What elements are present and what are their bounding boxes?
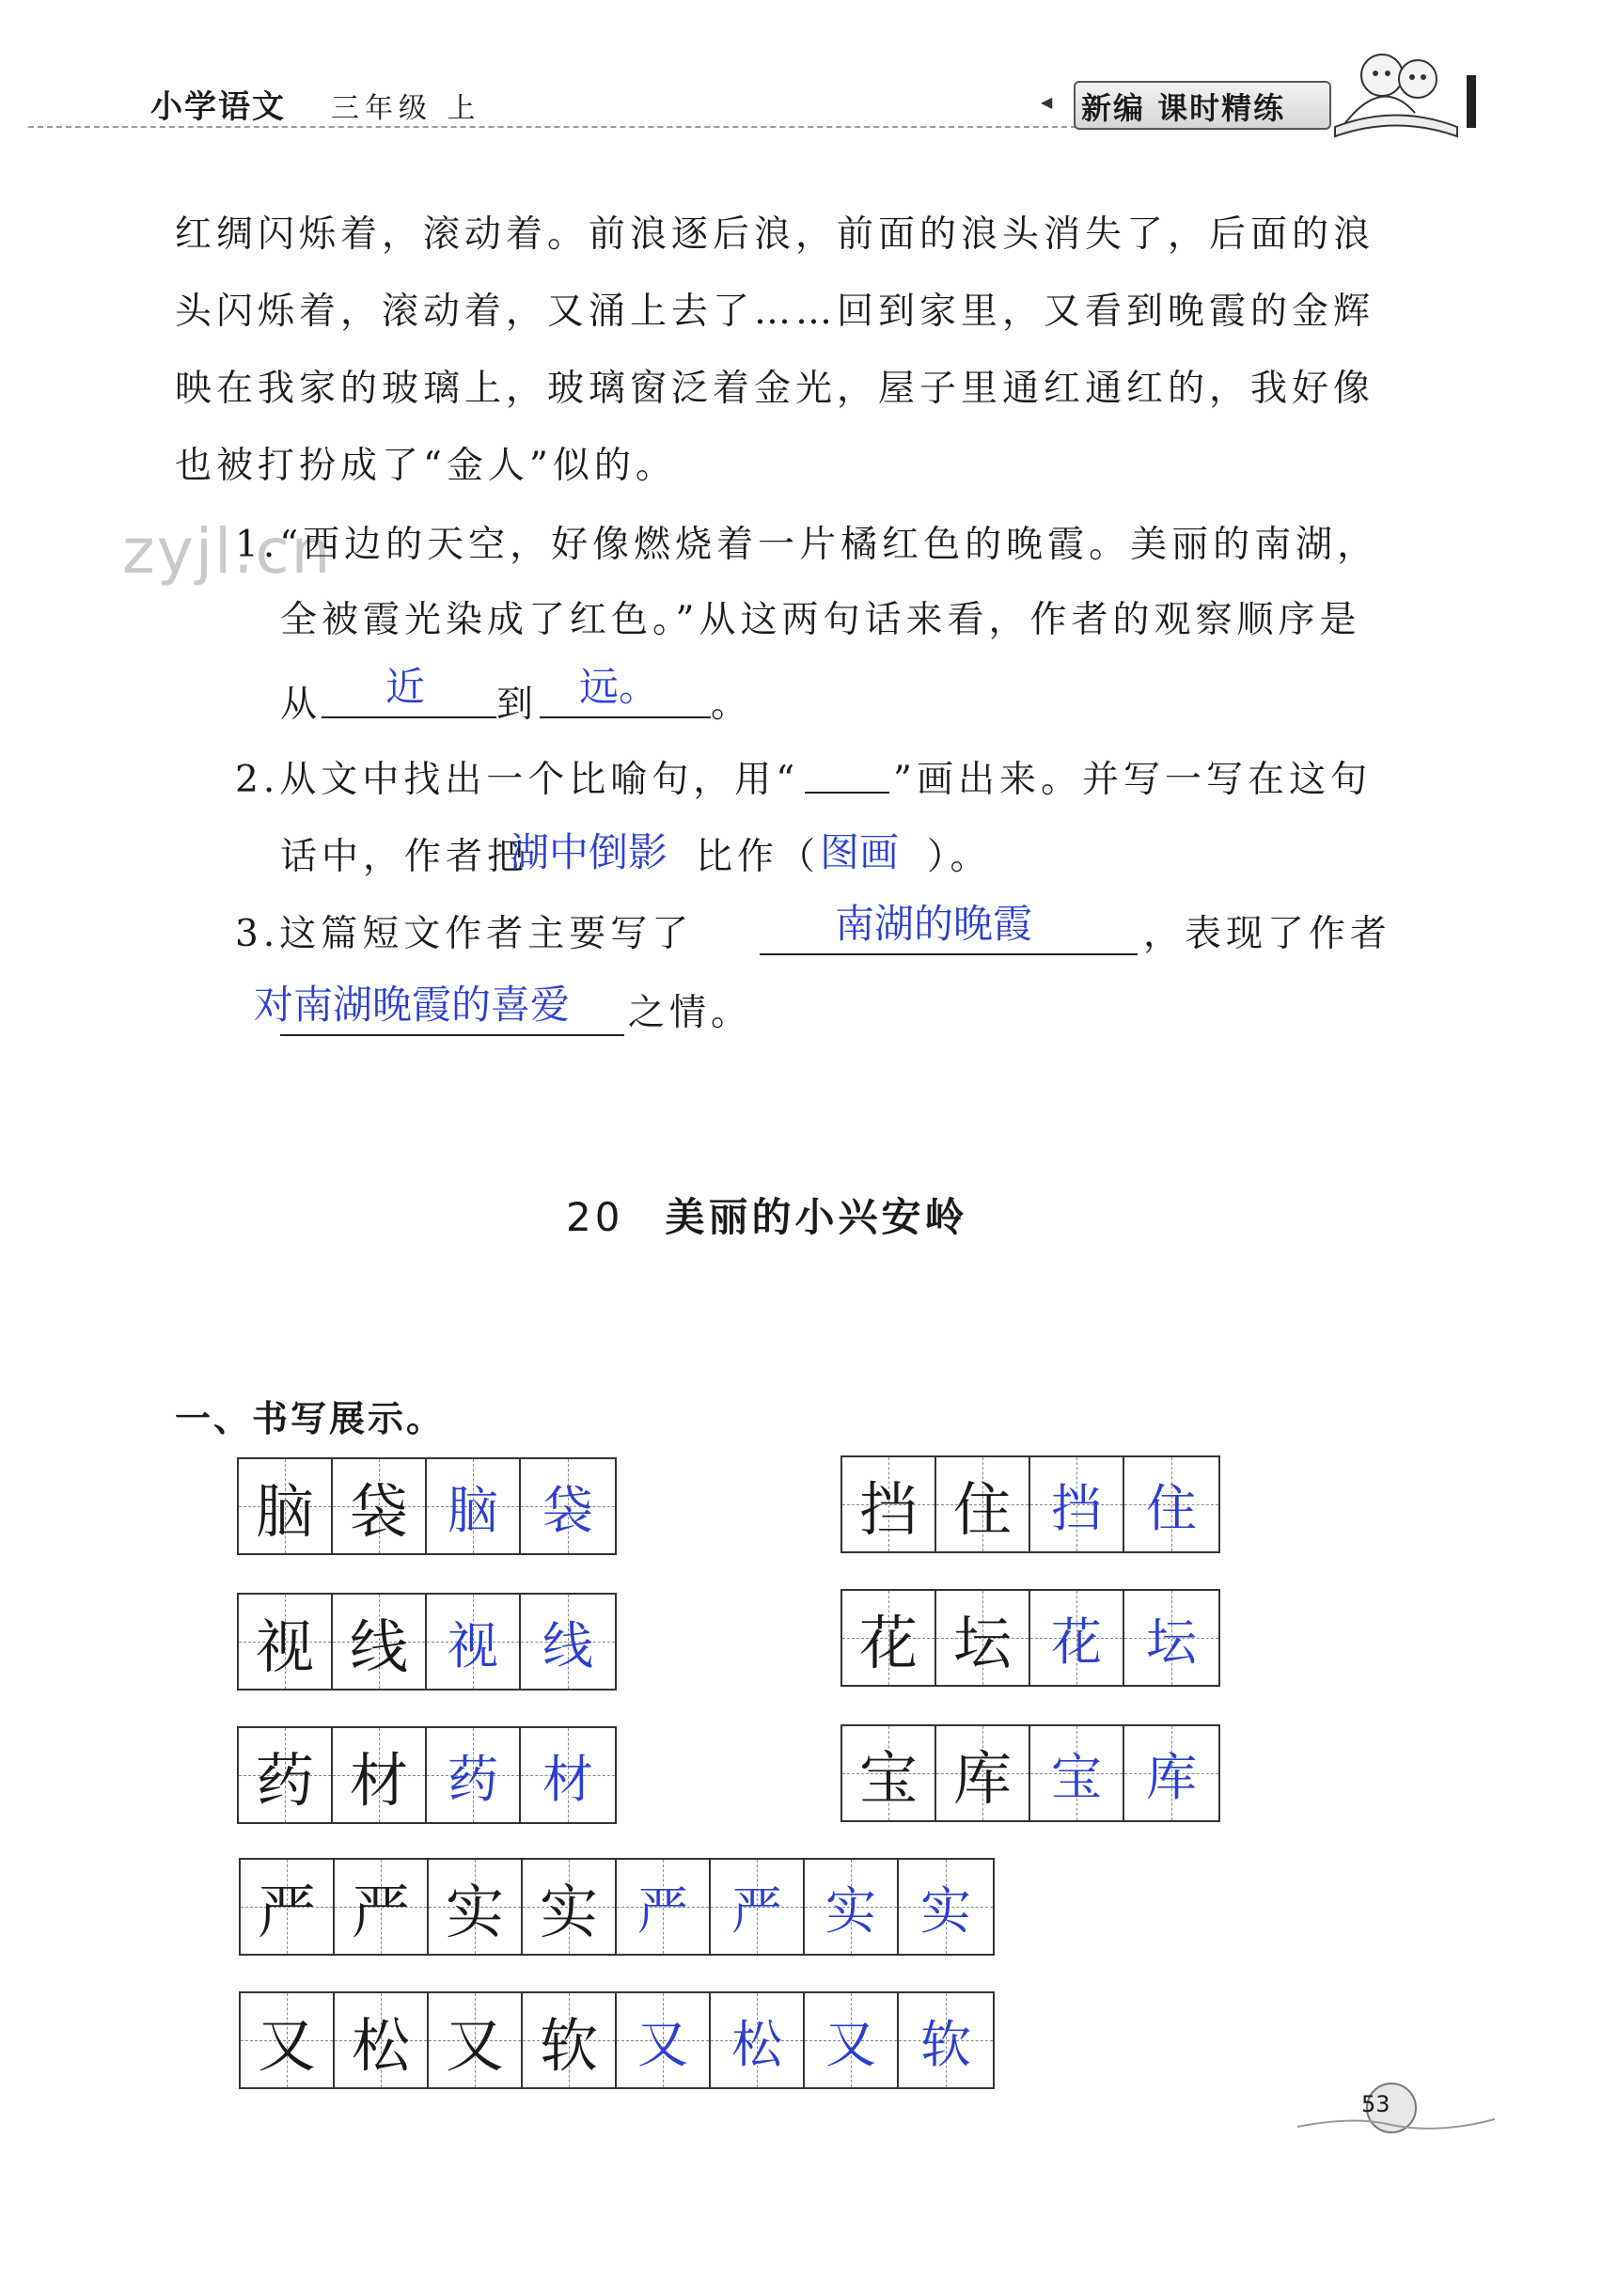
grid-cell: 线 (333, 1595, 427, 1689)
grid-cell: 材 (333, 1728, 427, 1822)
grid-cell-answer[interactable]: 实 (805, 1860, 899, 1954)
grid-cell: 脑 (239, 1459, 333, 1553)
grid-cell: 住 (936, 1457, 1030, 1551)
grid-cell: 松 (335, 1993, 429, 2087)
grid-cell-answer[interactable]: 又 (805, 1993, 899, 2087)
lesson-number: 20 (566, 1194, 624, 1240)
writing-grid-7 (239, 1858, 995, 1956)
q1-line-2: 全被霞光染成了红色。”从这两句话来看，作者的观察顺序是 (280, 599, 1361, 641)
page-footer-ornament-icon (1297, 2078, 1495, 2134)
grid-cell-answer[interactable]: 视 (427, 1595, 521, 1689)
q1-line-1: 1.“西边的天空，好像燃烧着一片橘红色的晚霞。美丽的南湖， (235, 524, 1379, 566)
grid-cell-answer[interactable]: 住 (1124, 1457, 1218, 1551)
grid-cell: 坛 (936, 1591, 1030, 1685)
q1-blank-1[interactable] (322, 716, 496, 718)
grid-cell-answer[interactable]: 实 (899, 1860, 993, 1954)
writing-grid-3 (237, 1593, 617, 1691)
q2-line-2-a: 话中，作者把 (280, 836, 529, 878)
grid-cell-answer[interactable]: 脑 (427, 1459, 521, 1553)
q3-line-1-b: ，表现了作者 (1143, 913, 1392, 955)
grid-cell-answer[interactable]: 宝 (1030, 1726, 1124, 1820)
writing-grid-8 (239, 1991, 995, 2089)
grid-cell: 挡 (842, 1457, 936, 1551)
grid-cell-answer[interactable]: 材 (521, 1728, 615, 1822)
header-subject: 小学语文 (150, 88, 286, 126)
q1-end: 。 (711, 684, 753, 726)
grid-cell: 严 (335, 1860, 429, 1954)
header-arrow-icon: ◀ (1041, 93, 1053, 111)
lesson-title (566, 1187, 967, 1243)
grid-cell-answer[interactable]: 严 (711, 1860, 805, 1954)
passage-line-3: 映在我家的玻璃上，玻璃窗泛着金光，屋子里通红通红的，我好像 (175, 368, 1375, 410)
header-edge-bar (1467, 75, 1476, 128)
writing-grid-5 (237, 1726, 617, 1824)
grid-cell-answer[interactable]: 线 (521, 1595, 615, 1689)
mascot-book-icon (1326, 38, 1467, 141)
series-badge-label: 新编 课时精练 (1081, 90, 1286, 126)
writing-grid-6 (840, 1724, 1220, 1822)
grid-cell-answer[interactable]: 库 (1124, 1726, 1218, 1820)
q1-answer-1: 近 (385, 664, 426, 710)
q1-answer-2: 远。 (579, 664, 659, 710)
header-grade: 三年级 上 (331, 92, 481, 125)
grid-cell: 袋 (333, 1459, 427, 1553)
q3-answer-2: 对南湖晚霞的喜爱 (254, 982, 571, 1028)
q2-answer-1: 湖中倒影 (510, 829, 668, 875)
q2-answer-2: 图画 (820, 829, 900, 875)
passage-line-1: 红绸闪烁着，滚动着。前浪逐后浪，前面的浪头消失了，后面的浪 (175, 213, 1375, 256)
q1-to: 到 (496, 684, 539, 726)
grid-cell: 实 (429, 1860, 523, 1954)
grid-cell: 实 (523, 1860, 617, 1954)
q3-answer-1: 南湖的晚霞 (835, 901, 1033, 947)
q3-line-2-b: 之情。 (628, 992, 753, 1034)
grid-cell: 软 (523, 1993, 617, 2087)
section-title: 一、书写展示。 (175, 1398, 446, 1439)
writing-grid-4 (840, 1589, 1220, 1687)
writing-grid-2 (840, 1455, 1220, 1553)
grid-cell-answer[interactable]: 袋 (521, 1459, 615, 1553)
grid-cell: 又 (429, 1993, 523, 2087)
q3-blank-2[interactable] (280, 1034, 624, 1036)
grid-cell: 宝 (842, 1726, 936, 1820)
lesson-name: 美丽的小兴安岭 (665, 1194, 968, 1240)
watermark: zyjl.cn (122, 515, 333, 588)
writing-grid-1 (237, 1457, 617, 1555)
grid-cell-answer[interactable]: 坛 (1124, 1591, 1218, 1685)
grid-cell: 药 (239, 1728, 333, 1822)
grid-cell-answer[interactable]: 花 (1030, 1591, 1124, 1685)
grid-cell-answer[interactable]: 挡 (1030, 1457, 1124, 1551)
q1-from: 从 (280, 684, 322, 726)
grid-cell: 库 (936, 1726, 1030, 1820)
header-divider (28, 126, 1076, 128)
q3-line-1-a: 3.这篇短文作者主要写了 (235, 913, 694, 955)
grid-cell-answer[interactable]: 严 (617, 1860, 711, 1954)
q2-line-2-b: 比作（ (696, 836, 821, 878)
q2-line-2-c: ）。 (927, 836, 992, 878)
q1-blank-2[interactable] (540, 716, 711, 718)
q2-line-1-end: ”画出来。并写一写在这句 (893, 759, 1372, 801)
passage-line-4: 也被打扮成了“金人”似的。 (175, 445, 677, 487)
grid-cell-answer[interactable]: 软 (899, 1993, 993, 2087)
grid-cell: 花 (842, 1591, 936, 1685)
grid-cell-answer[interactable]: 松 (711, 1993, 805, 2087)
grid-cell: 严 (241, 1860, 335, 1954)
grid-cell-answer[interactable]: 药 (427, 1728, 521, 1822)
grid-cell: 又 (241, 1993, 335, 2087)
passage-line-2: 头闪烁着，滚动着，又涌上去了……回到家里，又看到晚霞的金辉 (175, 291, 1375, 333)
grid-cell: 视 (239, 1595, 333, 1689)
page-number: 53 (1361, 2091, 1390, 2117)
q2-line-1-start: 2.从文中找出一个比喻句，用“ (235, 759, 800, 801)
q3-blank-1[interactable] (760, 953, 1138, 955)
q2-underline-sample (805, 792, 889, 794)
grid-cell-answer[interactable]: 又 (617, 1993, 711, 2087)
